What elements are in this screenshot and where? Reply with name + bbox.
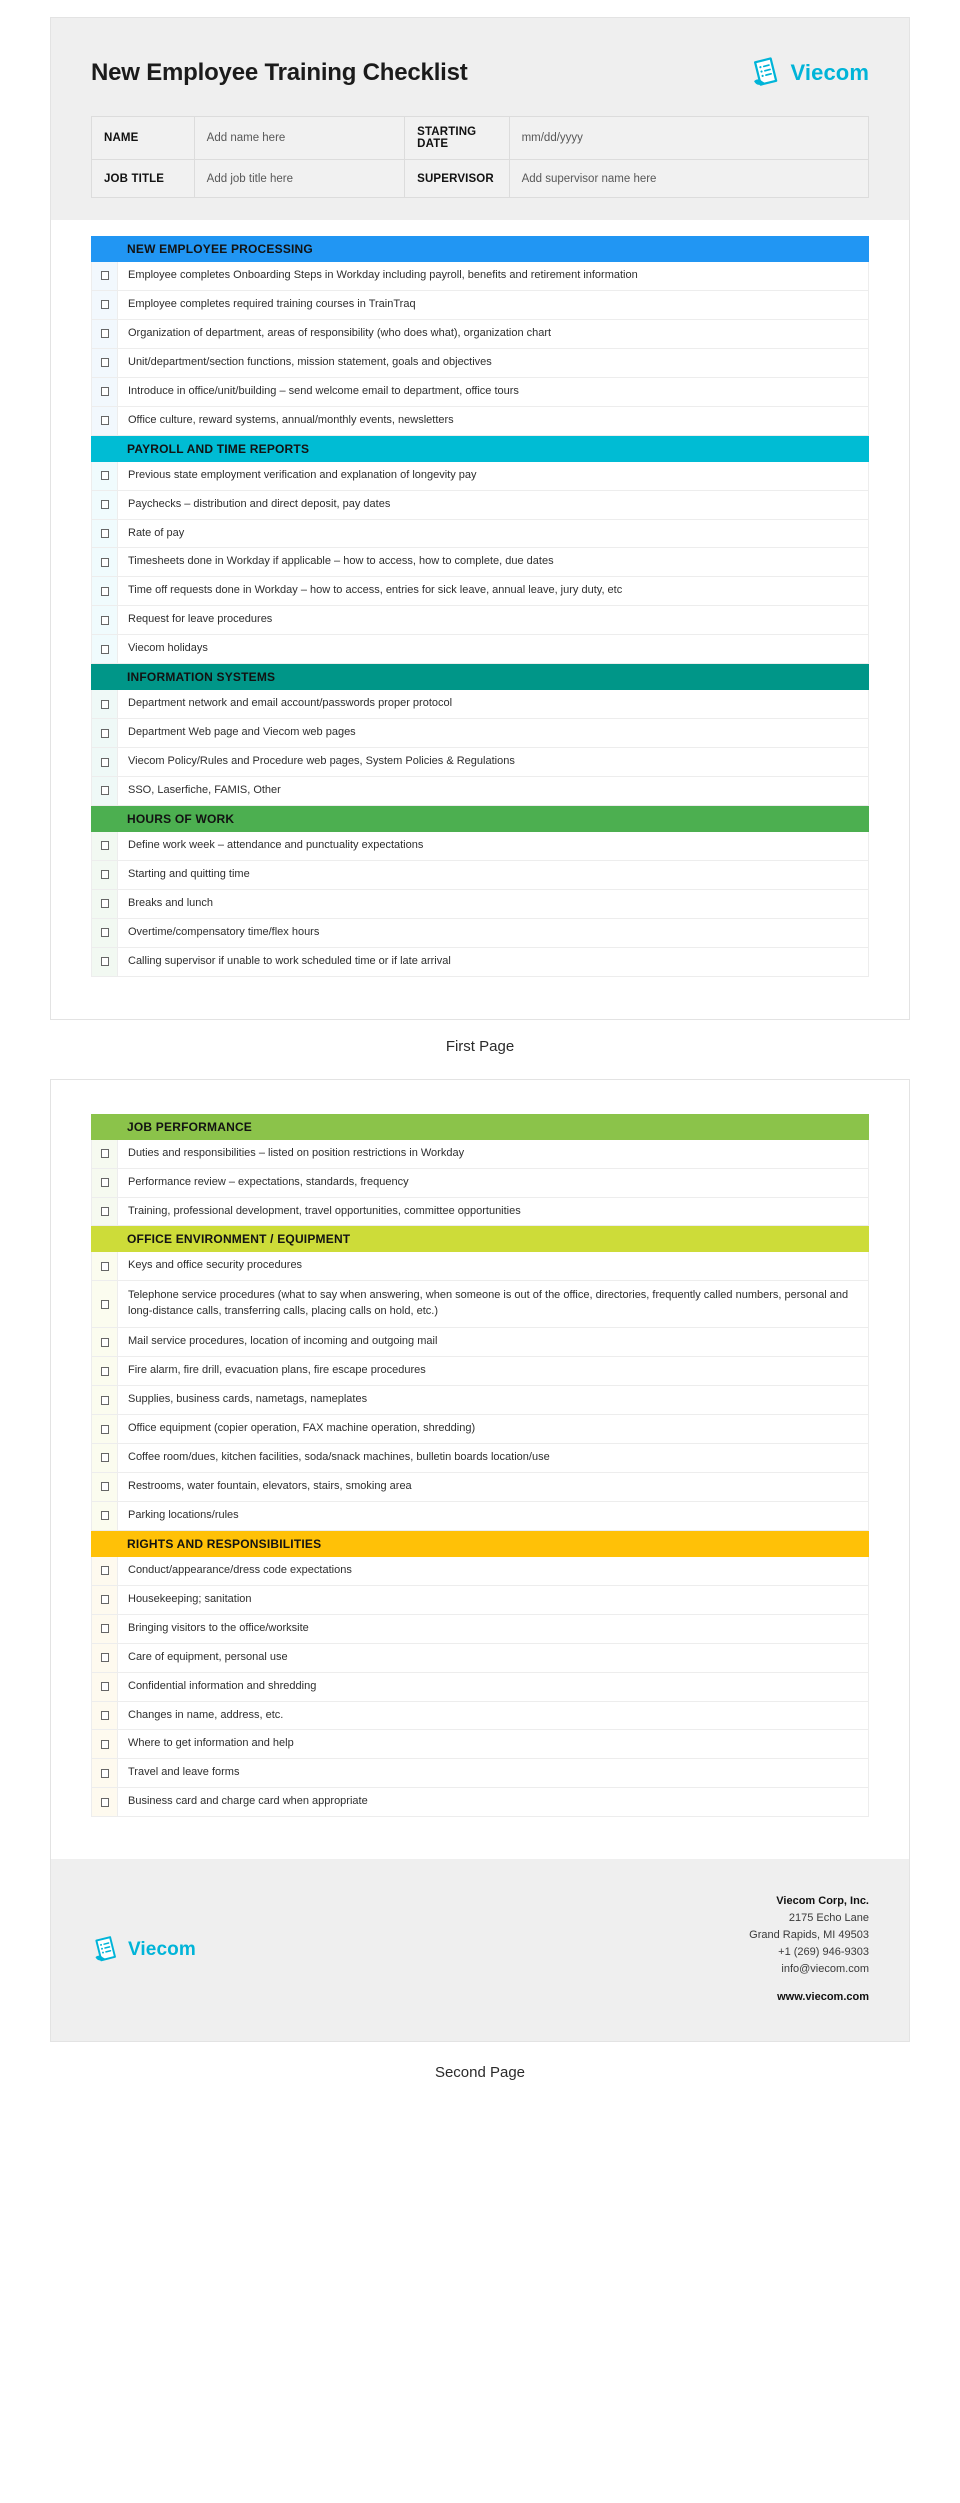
checklist-item-label: Overtime/compensatory time/flex hours	[128, 925, 320, 938]
checkbox-cell[interactable]	[92, 262, 118, 290]
checklist-row[interactable]	[91, 1198, 869, 1227]
checklist-item-label: Confidential information and shredding	[128, 1679, 317, 1692]
checkbox-icon[interactable]	[101, 758, 109, 767]
checkbox-cell[interactable]	[92, 1702, 118, 1730]
checkbox-icon[interactable]	[101, 1262, 109, 1271]
footer-brand-logo	[91, 1935, 196, 1965]
checklist-item-label: Viecom Policy/Rules and Procedure web pages, System Policies & Regulations	[128, 755, 515, 768]
checkbox-cell[interactable]	[92, 407, 118, 435]
checkbox-icon[interactable]	[101, 271, 109, 280]
checklist-document-icon	[749, 56, 783, 90]
checkbox-cell[interactable]	[92, 548, 118, 576]
checklist-row[interactable]	[91, 690, 869, 719]
checklist-row[interactable]	[91, 491, 869, 520]
checkbox-icon[interactable]	[101, 500, 109, 509]
checkbox-icon[interactable]	[101, 416, 109, 425]
checkbox-cell[interactable]	[92, 1386, 118, 1414]
checklist-row[interactable]	[91, 1788, 869, 1817]
checklist-item-label: Restrooms, water fountain, elevators, stairs, smoking area	[128, 1479, 412, 1492]
checkbox-icon[interactable]	[101, 1624, 109, 1633]
section-color-swatch	[91, 1531, 117, 1557]
checklist-row[interactable]	[91, 719, 869, 748]
checklist-item-label: Organization of department, areas of responsibility (who does what), organization chart	[128, 326, 552, 339]
checkbox-cell[interactable]	[92, 520, 118, 548]
checklist-row[interactable]	[91, 1252, 869, 1281]
section-header-payroll-and-time-reports	[91, 436, 869, 462]
checklist-page-2	[51, 1080, 909, 1860]
checklist-row[interactable]	[91, 1140, 869, 1169]
checkbox-cell[interactable]	[92, 291, 118, 319]
checklist-row[interactable]	[91, 1586, 869, 1615]
footer-email[interactable]: info@viecom.com	[781, 1963, 869, 1976]
info-label: JOB TITLE	[92, 160, 195, 198]
checkbox-icon[interactable]	[101, 558, 109, 567]
checkbox-cell[interactable]	[92, 1444, 118, 1472]
checklist-item-label: Training, professional development, travel opportunities, committee opportunities	[128, 1204, 521, 1217]
checklist-item-label: Care of equipment, personal use	[128, 1650, 288, 1663]
checkbox-icon[interactable]	[101, 1682, 109, 1691]
checkbox-cell[interactable]	[92, 1415, 118, 1443]
checkbox-cell[interactable]	[92, 1615, 118, 1643]
checklist-row[interactable]	[91, 548, 869, 577]
checklist-row[interactable]	[91, 378, 869, 407]
header-top-row	[91, 48, 869, 116]
page-2-caption: Second Page	[434, 2063, 526, 2081]
checklist-item-label: Keys and office security procedures	[128, 1259, 303, 1272]
checkbox-icon[interactable]	[101, 1149, 109, 1158]
checklist-row[interactable]	[91, 890, 869, 919]
checkbox-icon[interactable]	[101, 529, 109, 538]
checklist-item-label: Previous state employment verification and explanation of longevity pay	[128, 468, 477, 481]
checklist-row[interactable]	[91, 1328, 869, 1357]
info-value-field-secondary[interactable]: Add supervisor name here	[509, 160, 868, 198]
section-color-swatch	[91, 1226, 117, 1252]
checkbox-cell[interactable]	[92, 1644, 118, 1672]
document-preview	[0, 17, 960, 2099]
checklist-row[interactable]	[91, 1644, 869, 1673]
brand-logo	[749, 56, 869, 90]
checklist-row[interactable]	[91, 1502, 869, 1531]
checklist-row[interactable]	[91, 948, 869, 977]
checkbox-icon[interactable]	[101, 1300, 109, 1309]
section-title: PAYROLL AND TIME REPORTS	[117, 436, 869, 462]
section-header-job-performance	[91, 1114, 869, 1140]
checklist-item-label: Introduce in office/unit/building – send welcome email to department, office tours	[128, 384, 519, 397]
checkbox-icon[interactable]	[101, 300, 109, 309]
checkbox-cell[interactable]	[92, 690, 118, 718]
section-title: RIGHTS AND RESPONSIBILITIES	[117, 1531, 869, 1557]
checklist-item-label: Starting and quitting time	[128, 867, 250, 880]
footer-address-line-1: 2175 Echo Lane	[788, 1912, 869, 1925]
page-footer	[51, 1859, 909, 2040]
checklist-row[interactable]	[91, 1673, 869, 1702]
checklist-item-label: Business card and charge card when appropriate	[128, 1795, 368, 1808]
info-label-secondary: SUPERVISOR	[405, 160, 509, 198]
document-page-2	[50, 1079, 910, 2042]
checkbox-cell[interactable]	[92, 635, 118, 663]
section-title: OFFICE ENVIRONMENT / EQUIPMENT	[117, 1226, 869, 1252]
checklist-item-label: SSO, Laserfiche, FAMIS, Other	[128, 784, 281, 796]
checkbox-cell[interactable]	[92, 861, 118, 889]
checkbox-cell[interactable]	[92, 1730, 118, 1758]
checkbox-icon[interactable]	[101, 957, 109, 966]
checkbox-icon[interactable]	[101, 1566, 109, 1575]
checkbox-cell[interactable]	[92, 320, 118, 348]
checklist-row[interactable]	[91, 1615, 869, 1644]
section-header-new-employee-processing	[91, 236, 869, 262]
section-header-hours-of-work	[91, 806, 869, 832]
checklist-item-label: Viecom holidays	[128, 642, 208, 655]
checklist-row[interactable]	[91, 1357, 869, 1386]
checkbox-cell[interactable]	[92, 748, 118, 776]
footer-brand-name: Viecom	[128, 1938, 196, 1960]
checklist-item-label: Bringing visitors to the office/worksite	[128, 1621, 309, 1634]
checkbox-icon[interactable]	[101, 1711, 109, 1720]
checklist-item-label: Office culture, reward systems, annual/monthly events, newsletters	[128, 413, 454, 426]
checklist-item-label: Office equipment (copier operation, FAX machine operation, shredding)	[128, 1422, 476, 1435]
checklist-row[interactable]	[91, 777, 869, 806]
checklist-item-label: Changes in name, address, etc.	[128, 1708, 284, 1721]
checkbox-cell[interactable]	[92, 1586, 118, 1614]
checkbox-cell[interactable]	[92, 1788, 118, 1816]
checkbox-icon[interactable]	[101, 1482, 109, 1491]
footer-address-line-2: Grand Rapids, MI 49503	[749, 1929, 869, 1942]
checklist-item-label: Unit/department/section functions, mission statement, goals and objectives	[128, 355, 492, 368]
checkbox-cell[interactable]	[92, 948, 118, 976]
section-header-rights-and-responsibilities	[91, 1531, 869, 1557]
section-title: JOB PERFORMANCE	[117, 1114, 869, 1140]
checklist-row[interactable]	[91, 919, 869, 948]
checkbox-icon[interactable]	[101, 1740, 109, 1749]
checklist-row[interactable]	[91, 1702, 869, 1731]
checkbox-icon[interactable]	[101, 587, 109, 596]
checkbox-icon[interactable]	[101, 1653, 109, 1662]
checklist-item-label: Performance review – expectations, standards, frequency	[128, 1175, 409, 1188]
checkbox-cell[interactable]	[92, 1252, 118, 1280]
checkbox-cell[interactable]	[92, 1198, 118, 1226]
checkbox-icon[interactable]	[101, 471, 109, 480]
checklist-row[interactable]	[91, 748, 869, 777]
page-1-caption: First Page	[445, 1037, 515, 1055]
checklist-item-label: Employee completes Onboarding Steps in Workday including payroll, benefits and retirement information	[128, 269, 638, 281]
section-header-office-environment-equipment	[91, 1226, 869, 1252]
checkbox-icon[interactable]	[101, 1367, 109, 1376]
checkbox-icon[interactable]	[101, 1798, 109, 1807]
checkbox-icon[interactable]	[101, 786, 109, 795]
checklist-row[interactable]	[91, 262, 869, 291]
info-value-field[interactable]: Add job title here	[194, 160, 404, 198]
checklist-item-label: Department Web page and Viecom web pages	[128, 726, 356, 739]
checkbox-icon[interactable]	[101, 928, 109, 937]
checklist-item-label: Employee completes required training courses in TrainTraq	[128, 297, 416, 310]
info-value-field-secondary[interactable]: mm/dd/yyyy	[509, 117, 868, 160]
checklist-row[interactable]	[91, 606, 869, 635]
page-header	[51, 18, 909, 220]
checkbox-icon[interactable]	[101, 1178, 109, 1187]
document-page-1	[50, 17, 910, 1020]
checklist-item-label: Time off requests done in Workday – how to access, entries for sick leave, annual leave, jury duty, etc	[128, 584, 623, 597]
checklist-row[interactable]	[91, 832, 869, 861]
checkbox-cell[interactable]	[92, 606, 118, 634]
checkbox-cell[interactable]	[92, 1357, 118, 1385]
checkbox-icon[interactable]	[101, 700, 109, 709]
checkbox-icon[interactable]	[101, 1396, 109, 1405]
checkbox-icon[interactable]	[101, 841, 109, 850]
checklist-item-label: Breaks and lunch	[128, 896, 213, 909]
checklist-item-label: Coffee room/dues, kitchen facilities, soda/snack machines, bulletin boards location/use	[128, 1451, 550, 1463]
employee-info-body	[92, 117, 869, 198]
checkbox-cell[interactable]	[92, 1673, 118, 1701]
footer-contact-block	[749, 1893, 869, 2006]
checklist-row[interactable]	[91, 320, 869, 349]
checklist-row[interactable]	[91, 1557, 869, 1586]
checkbox-cell[interactable]	[92, 378, 118, 406]
info-value-field[interactable]: Add name here	[194, 117, 404, 160]
checklist-row[interactable]	[91, 349, 869, 378]
checklist-item-label: Parking locations/rules	[128, 1508, 239, 1521]
footer-phone: +1 (269) 946-9303	[778, 1946, 869, 1959]
checkbox-cell[interactable]	[92, 1473, 118, 1501]
section-color-swatch	[91, 1114, 117, 1140]
section-header-information-systems	[91, 664, 869, 690]
checklist-row[interactable]	[91, 1281, 869, 1328]
checkbox-icon[interactable]	[101, 645, 109, 654]
checklist-item-label: Mail service procedures, location of incoming and outgoing mail	[128, 1335, 438, 1348]
checkbox-cell[interactable]	[92, 1502, 118, 1530]
checklist-item-label: Paychecks – distribution and direct deposit, pay dates	[128, 497, 391, 510]
section-title: INFORMATION SYSTEMS	[117, 664, 869, 690]
checklist-item-label: Define work week – attendance and punctuality expectations	[128, 838, 424, 851]
checklist-item-label: Department network and email account/passwords proper protocol	[128, 697, 453, 710]
checklist-row[interactable]	[91, 1444, 869, 1473]
checkbox-icon[interactable]	[101, 1595, 109, 1604]
checklist-page-1	[51, 220, 909, 1019]
section-color-swatch	[91, 436, 117, 462]
checkbox-cell[interactable]	[92, 1140, 118, 1168]
checkbox-cell[interactable]	[92, 349, 118, 377]
checklist-item-label: Travel and leave forms	[128, 1766, 240, 1779]
checklist-item-label: Rate of pay	[128, 526, 185, 539]
checkbox-cell[interactable]	[92, 1759, 118, 1787]
checkbox-cell[interactable]	[92, 890, 118, 918]
checklist-item-label: Request for leave procedures	[128, 613, 273, 626]
info-label-secondary: STARTING DATE	[405, 117, 509, 160]
checkbox-cell[interactable]	[92, 919, 118, 947]
checklist-row[interactable]	[91, 861, 869, 890]
checkbox-icon[interactable]	[101, 1425, 109, 1434]
checkbox-cell[interactable]	[92, 777, 118, 805]
checklist-row[interactable]	[91, 1730, 869, 1759]
checkbox-icon[interactable]	[101, 1769, 109, 1778]
section-color-swatch	[91, 664, 117, 690]
checkbox-cell[interactable]	[92, 1557, 118, 1585]
checklist-row[interactable]	[91, 1473, 869, 1502]
checkbox-cell[interactable]	[92, 832, 118, 860]
checkbox-icon[interactable]	[101, 1338, 109, 1347]
checkbox-icon[interactable]	[101, 358, 109, 367]
page-title: New Employee Training Checklist	[91, 59, 468, 86]
brand-name: Viecom	[790, 60, 869, 85]
info-row	[92, 160, 869, 198]
checkbox-cell[interactable]	[92, 462, 118, 490]
checklist-item-label: Fire alarm, fire drill, evacuation plans, fire escape procedures	[128, 1364, 426, 1377]
section-color-swatch	[91, 806, 117, 832]
checkbox-cell[interactable]	[92, 719, 118, 747]
checklist-document-icon	[91, 1935, 121, 1965]
footer-company-name: Viecom Corp, Inc.	[776, 1895, 869, 1908]
checklist-item-label: Supplies, business cards, nametags, nameplates	[128, 1393, 368, 1406]
checklist-row[interactable]	[91, 1415, 869, 1444]
checklist-item-label: Where to get information and help	[128, 1737, 294, 1750]
checkbox-icon[interactable]	[101, 616, 109, 625]
checkbox-cell[interactable]	[92, 1328, 118, 1356]
checkbox-icon[interactable]	[101, 729, 109, 738]
checkbox-icon[interactable]	[101, 329, 109, 338]
checkbox-icon[interactable]	[101, 1511, 109, 1520]
checkbox-icon[interactable]	[101, 1453, 109, 1462]
section-title: HOURS OF WORK	[117, 806, 869, 832]
employee-info-table	[91, 116, 869, 198]
info-label: NAME	[92, 117, 195, 160]
checklist-row[interactable]	[91, 1386, 869, 1415]
checklist-item-label: Housekeeping; sanitation	[128, 1592, 252, 1605]
section-color-swatch	[91, 236, 117, 262]
info-row	[92, 117, 869, 160]
checklist-item-label: Calling supervisor if unable to work scheduled time or if late arrival	[128, 954, 451, 967]
checkbox-icon[interactable]	[101, 899, 109, 908]
checkbox-icon[interactable]	[101, 387, 109, 396]
checklist-row[interactable]	[91, 1169, 869, 1198]
checklist-row[interactable]	[91, 577, 869, 606]
section-title: NEW EMPLOYEE PROCESSING	[117, 236, 869, 262]
checklist-row[interactable]	[91, 635, 869, 664]
checklist-item-label: Conduct/appearance/dress code expectations	[128, 1563, 352, 1576]
checkbox-icon[interactable]	[101, 870, 109, 879]
checklist-item-label: Telephone service procedures (what to say when answering, when someone is out of the office, directories, frequently called numbers, personal and long-distance calls, transferring calls, placing calls on hold, etc.)	[128, 1289, 849, 1318]
checklist-row[interactable]	[91, 407, 869, 436]
checklist-item-label: Timesheets done in Workday if applicable – how to access, how to complete, due dates	[128, 555, 554, 568]
checkbox-icon[interactable]	[101, 1207, 109, 1216]
checklist-row[interactable]	[91, 520, 869, 549]
checklist-item-label: Duties and responsibilities – listed on position restrictions in Workday	[128, 1146, 465, 1159]
footer-website[interactable]: www.viecom.com	[777, 1991, 869, 2004]
checkbox-cell[interactable]	[92, 1169, 118, 1197]
checkbox-cell[interactable]	[92, 577, 118, 605]
checkbox-cell[interactable]	[92, 1281, 118, 1327]
checklist-row[interactable]	[91, 462, 869, 491]
checklist-row[interactable]	[91, 291, 869, 320]
checkbox-cell[interactable]	[92, 491, 118, 519]
checklist-row[interactable]	[91, 1759, 869, 1788]
